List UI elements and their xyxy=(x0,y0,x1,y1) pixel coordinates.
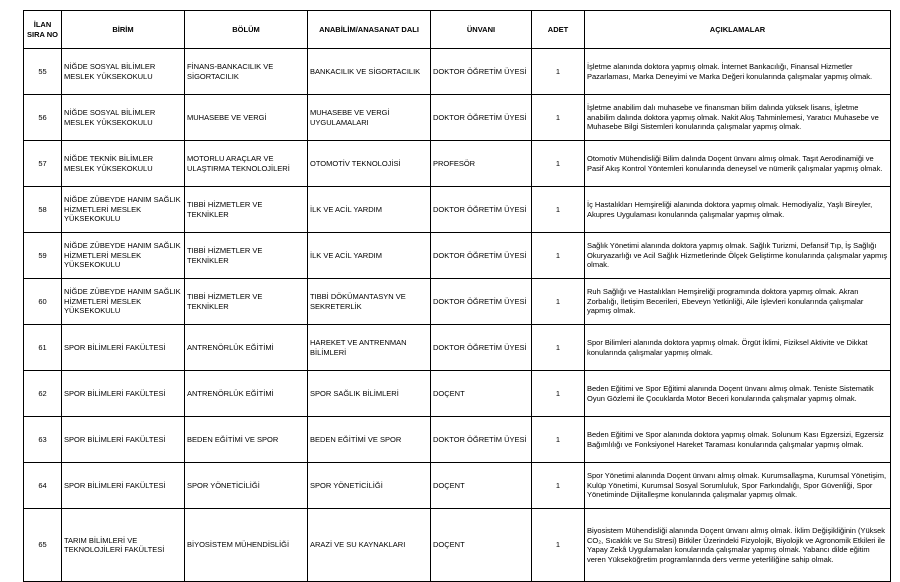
cell-adet: 1 xyxy=(532,509,585,582)
positions-table xyxy=(23,10,891,582)
cell-unvan: DOKTOR ÖĞRETİM ÜYESİ xyxy=(431,95,532,141)
cell-unvan: DOKTOR ÖĞRETİM ÜYESİ xyxy=(431,417,532,463)
cell-anabilim: SPOR SAĞLIK BİLİMLERİ xyxy=(308,371,431,417)
cell-bolum: ANTRENÖRLÜK EĞİTİMİ xyxy=(185,325,308,371)
cell-birim: NİĞDE TEKNİK BİLİMLER MESLEK YÜKSEKOKULU xyxy=(62,141,185,187)
cell-birim: NİĞDE ZÜBEYDE HANIM SAĞLIK HİZMETLERİ MESLEK YÜKSEKOKULU xyxy=(62,187,185,233)
table-row xyxy=(24,187,891,233)
cell-birim: NİĞDE ZÜBEYDE HANIM SAĞLIK HİZMETLERİ MESLEK YÜKSEKOKULU xyxy=(62,233,185,279)
col-header-unvan: ÜNVANI xyxy=(431,11,532,49)
table-row xyxy=(24,233,891,279)
cell-unvan: DOKTOR ÖĞRETİM ÜYESİ xyxy=(431,233,532,279)
cell-aciklama: Otomotiv Mühendisliği Bilim dalında Doçent ünvanı almış olmak. Taşıt Aerodinamiği ve Pasif Akış Kontrol Yöntemleri konularında deneysel ve nümerik çalışmalar yapmış olmak. xyxy=(585,141,891,187)
cell-anabilim: SPOR YÖNETİCİLİĞİ xyxy=(308,463,431,509)
cell-birim: NİĞDE SOSYAL BİLİMLER MESLEK YÜKSEKOKULU xyxy=(62,95,185,141)
table-row xyxy=(24,95,891,141)
cell-aciklama: Beden Eğitimi ve Spor alanında doktora yapmış olmak. Solunum Kası Egzersizi, Egzersiz Bağımlılığı ve Fonksiyonel Hareket Taraması konularında çalışmalar yapmış olmak. xyxy=(585,417,891,463)
cell-unvan: DOKTOR ÖĞRETİM ÜYESİ xyxy=(431,49,532,95)
cell-bolum: SPOR YÖNETİCİLİĞİ xyxy=(185,463,308,509)
cell-anabilim: İLK VE ACİL YARDIM xyxy=(308,233,431,279)
cell-aciklama: İşletme alanında doktora yapmış olmak. İnternet Bankacılığı, Finansal Hizmetler Pazarlaması, Marka Deneyimi ve Marka Değeri konularında çalışmalar yapmış olmak. xyxy=(585,49,891,95)
col-header-birim: BİRİM xyxy=(62,11,185,49)
table-row xyxy=(24,49,891,95)
cell-ilan-no: 65 xyxy=(24,509,62,582)
cell-aciklama: Spor Bilimleri alanında doktora yapmış olmak. Örgüt İklimi, Fiziksel Aktivite ve Dikkat konularında çalışmalar yapmış olmak. xyxy=(585,325,891,371)
cell-birim: SPOR BİLİMLERİ FAKÜLTESİ xyxy=(62,417,185,463)
table-row xyxy=(24,509,891,582)
cell-adet: 1 xyxy=(532,187,585,233)
cell-adet: 1 xyxy=(532,49,585,95)
cell-aciklama: Beden Eğitimi ve Spor Eğitimi alanında Doçent ünvanı almış olmak. Teniste Sistematik Oyun Gözlemi ile Çocuklarda Motor Beceri konularında çalışmalar yapmış olmak. xyxy=(585,371,891,417)
cell-bolum: TIBBİ HİZMETLER VE TEKNİKLER xyxy=(185,187,308,233)
table-row xyxy=(24,279,891,325)
cell-ilan-no: 58 xyxy=(24,187,62,233)
cell-anabilim: TIBBİ DÖKÜMANTASYN VE SEKRETERLİK xyxy=(308,279,431,325)
cell-ilan-no: 59 xyxy=(24,233,62,279)
cell-anabilim: BEDEN EĞİTİMİ VE SPOR xyxy=(308,417,431,463)
table-row xyxy=(24,325,891,371)
cell-ilan-no: 60 xyxy=(24,279,62,325)
cell-adet: 1 xyxy=(532,417,585,463)
cell-unvan: PROFESÖR xyxy=(431,141,532,187)
cell-bolum: ANTRENÖRLÜK EĞİTİMİ xyxy=(185,371,308,417)
cell-anabilim: HAREKET VE ANTRENMAN BİLİMLERİ xyxy=(308,325,431,371)
cell-adet: 1 xyxy=(532,233,585,279)
cell-anabilim: BANKACILIK VE SİGORTACILIK xyxy=(308,49,431,95)
cell-unvan: DOKTOR ÖĞRETİM ÜYESİ xyxy=(431,279,532,325)
cell-ilan-no: 63 xyxy=(24,417,62,463)
cell-adet: 1 xyxy=(532,463,585,509)
cell-ilan-no: 61 xyxy=(24,325,62,371)
cell-bolum: MOTORLU ARAÇLAR VE ULAŞTIRMA TEKNOLOJİLERİ xyxy=(185,141,308,187)
cell-adet: 1 xyxy=(532,325,585,371)
cell-anabilim: OTOMOTİV TEKNOLOJİSİ xyxy=(308,141,431,187)
cell-adet: 1 xyxy=(532,279,585,325)
cell-ilan-no: 56 xyxy=(24,95,62,141)
cell-adet: 1 xyxy=(532,141,585,187)
table-header-row xyxy=(24,11,891,49)
cell-birim: SPOR BİLİMLERİ FAKÜLTESİ xyxy=(62,325,185,371)
table-row xyxy=(24,417,891,463)
cell-unvan: DOÇENT xyxy=(431,371,532,417)
cell-birim: SPOR BİLİMLERİ FAKÜLTESİ xyxy=(62,371,185,417)
cell-adet: 1 xyxy=(532,95,585,141)
cell-adet: 1 xyxy=(532,371,585,417)
col-header-bolum: BÖLÜM xyxy=(185,11,308,49)
cell-ilan-no: 55 xyxy=(24,49,62,95)
col-header-ilan: İLAN SIRA NO xyxy=(24,11,62,49)
cell-bolum: TIBBİ HİZMETLER VE TEKNİKLER xyxy=(185,233,308,279)
cell-bolum: MUHASEBE VE VERGİ xyxy=(185,95,308,141)
table-row xyxy=(24,463,891,509)
cell-aciklama: Biyosistem Mühendisliği alanında Doçent ünvanı almış olmak. İklim Değişikliğinin (Yüksek CO₂, Sıcaklık ve Su Stresi) Bitkiler Üzerindeki Fizyolojik, Biyolojik ve Agronomik Etkileri ile Yapay Zekâ Uygulamaları konularında çalışmalar yapmış olmak. Yabancı dilde eğitim veren Yükseköğretim programlarında ders verme yeterliliğine sahip olmak. xyxy=(585,509,891,582)
cell-anabilim: ARAZİ VE SU KAYNAKLARI xyxy=(308,509,431,582)
cell-unvan: DOKTOR ÖĞRETİM ÜYESİ xyxy=(431,187,532,233)
cell-ilan-no: 57 xyxy=(24,141,62,187)
cell-aciklama: İşletme anabilim dalı muhasebe ve finansman bilim dalında yüksek lisans, İşletme anabilim dalında doktora yapmış olmak. Nakit Akış Tahminlemesi, Yaratıcı Muhasebe ve Muhasebe Bilgi Sistemleri konularında çalışmalar yapmış olmak. xyxy=(585,95,891,141)
cell-birim: TARIM BİLİMLERİ VE TEKNOLOJİLERİ FAKÜLTESİ xyxy=(62,509,185,582)
cell-unvan: DOÇENT xyxy=(431,509,532,582)
col-header-adet: ADET xyxy=(532,11,585,49)
cell-ilan-no: 64 xyxy=(24,463,62,509)
cell-aciklama: Sağlık Yönetimi alanında doktora yapmış olmak. Sağlık Turizmi, Defansif Tıp, İş Sağlığı Okuryazarlığı ve Acil Sağlık Hizmetlerinde Ölçek Geliştirme konularında çalışmalar yapmış olmak. xyxy=(585,233,891,279)
cell-birim: NİĞDE ZÜBEYDE HANIM SAĞLIK HİZMETLERİ MESLEK YÜKSEKOKULU xyxy=(62,279,185,325)
cell-aciklama: Spor Yönetimi alanında Doçent ünvanı almış olmak. Kurumsallaşma, Kurumsal Yönetişim, Kulüp Yönetimi, Kurumsal Sosyal Sorumluluk, Spor Farkındalığı, Spor Güvenliği, Spor Yönetiminde Dijitalleşme konularında çalışmalar yapmış olmak. xyxy=(585,463,891,509)
cell-anabilim: İLK VE ACİL YARDIM xyxy=(308,187,431,233)
table-row xyxy=(24,371,891,417)
col-header-aciklama: AÇIKLAMALAR xyxy=(585,11,891,49)
cell-aciklama: İç Hastalıkları Hemşireliği alanında doktora yapmış olmak. Hemodiyaliz, Yaşlı Bireyler, Akupres Uygulaması konularında çalışmalar yapmış olmak. xyxy=(585,187,891,233)
table-row xyxy=(24,141,891,187)
cell-bolum: BİYOSİSTEM MÜHENDİSLİĞİ xyxy=(185,509,308,582)
cell-bolum: FİNANS-BANKACILIK VE SİGORTACILIK xyxy=(185,49,308,95)
cell-ilan-no: 62 xyxy=(24,371,62,417)
cell-birim: NİĞDE SOSYAL BİLİMLER MESLEK YÜKSEKOKULU xyxy=(62,49,185,95)
cell-aciklama: Ruh Sağlığı ve Hastalıkları Hemşireliği programında doktora yapmış olmak. Akran Zorbalığı, İletişim Becerileri, Ebeveyn Yetkinliği, Aile İşlevleri konularında çalışmalar yapmış olmak. xyxy=(585,279,891,325)
col-header-anabilim: ANABİLİM/ANASANAT DALI xyxy=(308,11,431,49)
cell-unvan: DOÇENT xyxy=(431,463,532,509)
cell-unvan: DOKTOR ÖĞRETİM ÜYESİ xyxy=(431,325,532,371)
cell-bolum: BEDEN EĞİTİMİ VE SPOR xyxy=(185,417,308,463)
cell-birim: SPOR BİLİMLERİ FAKÜLTESİ xyxy=(62,463,185,509)
cell-anabilim: MUHASEBE VE VERGİ UYGULAMALARI xyxy=(308,95,431,141)
cell-bolum: TIBBİ HİZMETLER VE TEKNİKLER xyxy=(185,279,308,325)
